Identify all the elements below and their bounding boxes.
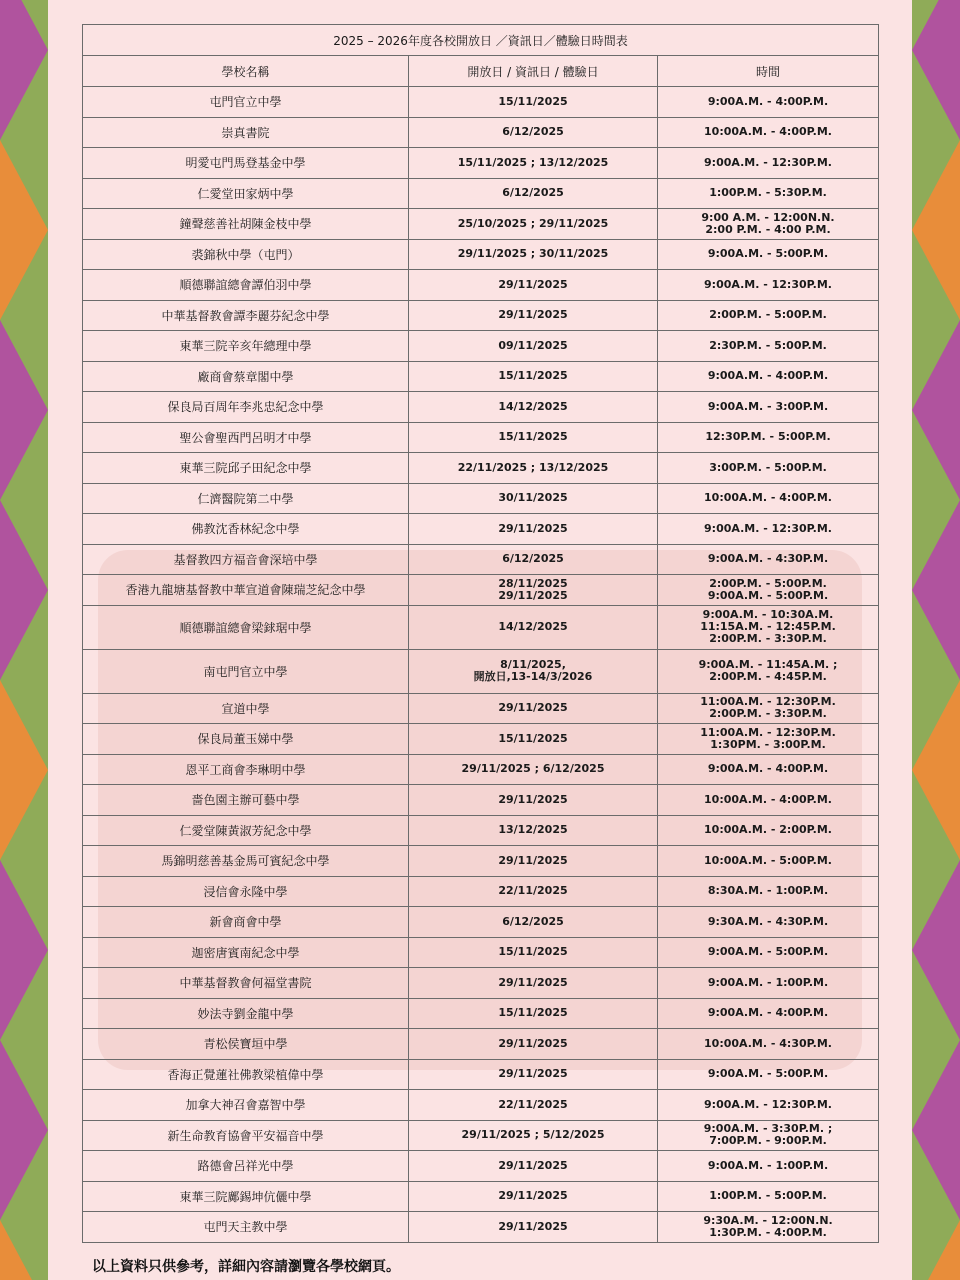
time-cell: 9:00 A.M. - 12:00N.N. 2:00 P.M. - 4:00 P.M. <box>658 209 879 240</box>
table-row <box>83 483 879 514</box>
date-cell: 29/11/2025 <box>409 693 658 724</box>
date-cell: 28/11/2025 29/11/2025 <box>409 575 658 606</box>
school-name-cell: 東華三院鄺錫坤伉儷中學 <box>83 1181 409 1212</box>
date-cell: 13/12/2025 <box>409 815 658 846</box>
time-cell: 9:00A.M. - 1:00P.M. <box>658 1151 879 1182</box>
school-name-cell: 恩平工商會李琳明中學 <box>83 754 409 785</box>
table-row <box>83 998 879 1029</box>
table-row <box>83 693 879 724</box>
school-name-cell: 新生命教育協會平安福音中學 <box>83 1120 409 1151</box>
date-cell: 29/11/2025 <box>409 968 658 999</box>
date-cell: 30/11/2025 <box>409 483 658 514</box>
school-name-cell: 馬錦明慈善基金馬可賓紀念中學 <box>83 846 409 877</box>
table-row <box>83 846 879 877</box>
time-cell: 9:00A.M. - 1:00P.M. <box>658 968 879 999</box>
school-name-cell: 崇真書院 <box>83 117 409 148</box>
school-name-cell: 廠商會蔡章閣中學 <box>83 361 409 392</box>
time-cell: 10:00A.M. - 2:00P.M. <box>658 815 879 846</box>
table-row <box>83 1090 879 1121</box>
table-row <box>83 392 879 423</box>
table-row <box>83 87 879 118</box>
date-cell: 22/11/2025 <box>409 876 658 907</box>
table-row <box>83 514 879 545</box>
table-row <box>83 815 879 846</box>
time-cell: 2:30P.M. - 5:00P.M. <box>658 331 879 362</box>
school-name-cell: 香海正覺蓮社佛教梁植偉中學 <box>83 1059 409 1090</box>
time-cell: 9:00A.M. - 5:00P.M. <box>658 937 879 968</box>
date-cell: 29/11/2025 <box>409 1212 658 1243</box>
date-cell: 09/11/2025 <box>409 331 658 362</box>
time-cell: 9:00A.M. - 5:00P.M. <box>658 1059 879 1090</box>
table-row <box>83 785 879 816</box>
table-row <box>83 1181 879 1212</box>
school-name-cell: 仁愛堂田家炳中學 <box>83 178 409 209</box>
date-cell: 15/11/2025 ; 13/12/2025 <box>409 148 658 179</box>
date-cell: 29/11/2025 <box>409 1181 658 1212</box>
school-name-cell: 青松侯寶垣中學 <box>83 1029 409 1060</box>
school-name-cell: 仁濟醫院第二中學 <box>83 483 409 514</box>
date-cell: 15/11/2025 <box>409 87 658 118</box>
time-cell: 3:00P.M. - 5:00P.M. <box>658 453 879 484</box>
school-name-cell: 加拿大神召會嘉智中學 <box>83 1090 409 1121</box>
table-row <box>83 453 879 484</box>
table-row <box>83 968 879 999</box>
table-row <box>83 270 879 301</box>
time-cell: 10:00A.M. - 4:00P.M. <box>658 785 879 816</box>
time-cell: 12:30P.M. - 5:00P.M. <box>658 422 879 453</box>
right-diamond-border <box>912 0 960 1280</box>
time-cell: 9:30A.M. - 12:00N.N. 1:30P.M. - 4:00P.M. <box>658 1212 879 1243</box>
time-cell: 9:00A.M. - 12:30P.M. <box>658 270 879 301</box>
school-name-cell: 保良局董玉娣中學 <box>83 724 409 755</box>
time-cell: 9:00A.M. - 4:00P.M. <box>658 998 879 1029</box>
time-cell: 9:00A.M. - 12:30P.M. <box>658 148 879 179</box>
left-diamond-border <box>0 0 48 1280</box>
school-name-cell: 佛教沈香林紀念中學 <box>83 514 409 545</box>
date-cell: 29/11/2025 <box>409 1059 658 1090</box>
school-name-cell: 聖公會聖西門呂明才中學 <box>83 422 409 453</box>
date-cell: 15/11/2025 <box>409 422 658 453</box>
table-row <box>83 178 879 209</box>
time-cell: 9:00A.M. - 4:00P.M. <box>658 754 879 785</box>
school-name-cell: 裘錦秋中學（屯門） <box>83 239 409 270</box>
school-name-cell: 順德聯誼總會譚伯羽中學 <box>83 270 409 301</box>
table-row <box>83 649 879 693</box>
school-name-cell: 東華三院邱子田紀念中學 <box>83 453 409 484</box>
time-cell: 9:30A.M. - 4:30P.M. <box>658 907 879 938</box>
table-row <box>83 1151 879 1182</box>
school-name-cell: 屯門天主教中學 <box>83 1212 409 1243</box>
table-row <box>83 1212 879 1243</box>
time-cell: 9:00A.M. - 3:30P.M. ; 7:00P.M. - 9:00P.M. <box>658 1120 879 1151</box>
school-name-cell: 中華基督教會譚李麗芬紀念中學 <box>83 300 409 331</box>
table-row <box>83 209 879 240</box>
date-cell: 15/11/2025 <box>409 361 658 392</box>
date-cell: 14/12/2025 <box>409 605 658 649</box>
header-time: 時間 <box>658 56 879 87</box>
time-cell: 9:00A.M. - 12:30P.M. <box>658 1090 879 1121</box>
table-row <box>83 1059 879 1090</box>
date-cell: 25/10/2025 ; 29/11/2025 <box>409 209 658 240</box>
header-school: 學校名稱 <box>83 56 409 87</box>
school-name-cell: 妙法寺劉金龍中學 <box>83 998 409 1029</box>
time-cell: 2:00P.M. - 5:00P.M. 9:00A.M. - 5:00P.M. <box>658 575 879 606</box>
time-cell: 9:00A.M. - 5:00P.M. <box>658 239 879 270</box>
time-cell: 9:00A.M. - 4:00P.M. <box>658 361 879 392</box>
school-name-cell: 東華三院辛亥年總理中學 <box>83 331 409 362</box>
table-row <box>83 605 879 649</box>
table-row <box>83 937 879 968</box>
school-name-cell: 基督教四方福音會深培中學 <box>83 544 409 575</box>
table-row <box>83 361 879 392</box>
date-cell: 6/12/2025 <box>409 117 658 148</box>
date-cell: 29/11/2025 <box>409 1151 658 1182</box>
footer-note: 以上資料只供參考，詳細內容請瀏覽各學校網頁。 <box>92 1259 400 1275</box>
time-cell: 2:00P.M. - 5:00P.M. <box>658 300 879 331</box>
table-row <box>83 148 879 179</box>
school-name-cell: 浸信會永隆中學 <box>83 876 409 907</box>
date-cell: 29/11/2025 <box>409 785 658 816</box>
date-cell: 8/11/2025, 開放日,13-14/3/2026 <box>409 649 658 693</box>
date-cell: 29/11/2025 ; 5/12/2025 <box>409 1120 658 1151</box>
school-name-cell: 屯門官立中學 <box>83 87 409 118</box>
date-cell: 15/11/2025 <box>409 998 658 1029</box>
date-cell: 22/11/2025 <box>409 1090 658 1121</box>
table-row <box>83 575 879 606</box>
time-cell: 10:00A.M. - 5:00P.M. <box>658 846 879 877</box>
table-title: 2025 – 2026年度各校開放日 ／資訊日／體驗日時間表 <box>83 25 879 56</box>
time-cell: 9:00A.M. - 4:00P.M. <box>658 87 879 118</box>
date-cell: 22/11/2025 ; 13/12/2025 <box>409 453 658 484</box>
schedule-table <box>82 24 879 1243</box>
school-name-cell: 嗇色園主辦可藝中學 <box>83 785 409 816</box>
school-name-cell: 仁愛堂陳黃淑芳紀念中學 <box>83 815 409 846</box>
table-row <box>83 754 879 785</box>
table-row <box>83 239 879 270</box>
time-cell: 9:00A.M. - 12:30P.M. <box>658 514 879 545</box>
time-cell: 9:00A.M. - 4:30P.M. <box>658 544 879 575</box>
date-cell: 6/12/2025 <box>409 178 658 209</box>
school-name-cell: 明愛屯門馬登基金中學 <box>83 148 409 179</box>
school-name-cell: 迦密唐賓南紀念中學 <box>83 937 409 968</box>
school-name-cell: 保良局百周年李兆忠紀念中學 <box>83 392 409 423</box>
table-row <box>83 1029 879 1060</box>
school-name-cell: 香港九龍塘基督教中華宣道會陳瑞芝紀念中學 <box>83 575 409 606</box>
date-cell: 15/11/2025 <box>409 937 658 968</box>
school-name-cell: 南屯門官立中學 <box>83 649 409 693</box>
time-cell: 10:00A.M. - 4:30P.M. <box>658 1029 879 1060</box>
date-cell: 29/11/2025 <box>409 846 658 877</box>
time-cell: 1:00P.M. - 5:30P.M. <box>658 178 879 209</box>
time-cell: 10:00A.M. - 4:00P.M. <box>658 483 879 514</box>
date-cell: 29/11/2025 <box>409 514 658 545</box>
table-row <box>83 876 879 907</box>
table-row <box>83 544 879 575</box>
time-cell: 9:00A.M. - 3:00P.M. <box>658 392 879 423</box>
table-row <box>83 331 879 362</box>
date-cell: 29/11/2025 ; 6/12/2025 <box>409 754 658 785</box>
date-cell: 15/11/2025 <box>409 724 658 755</box>
date-cell: 14/12/2025 <box>409 392 658 423</box>
table-row <box>83 422 879 453</box>
date-cell: 29/11/2025 ; 30/11/2025 <box>409 239 658 270</box>
date-cell: 29/11/2025 <box>409 270 658 301</box>
header-date: 開放日 / 資訊日 / 體驗日 <box>409 56 658 87</box>
time-cell: 10:00A.M. - 4:00P.M. <box>658 117 879 148</box>
time-cell: 1:00P.M. - 5:00P.M. <box>658 1181 879 1212</box>
date-cell: 29/11/2025 <box>409 300 658 331</box>
school-name-cell: 中華基督教會何福堂書院 <box>83 968 409 999</box>
date-cell: 6/12/2025 <box>409 907 658 938</box>
school-name-cell: 宣道中學 <box>83 693 409 724</box>
date-cell: 29/11/2025 <box>409 1029 658 1060</box>
school-name-cell: 鐘聲慈善社胡陳金枝中學 <box>83 209 409 240</box>
school-name-cell: 順德聯誼總會梁銶琚中學 <box>83 605 409 649</box>
time-cell: 11:00A.M. - 12:30P.M. 1:30PM. - 3:00P.M. <box>658 724 879 755</box>
school-name-cell: 新會商會中學 <box>83 907 409 938</box>
date-cell: 6/12/2025 <box>409 544 658 575</box>
table-row <box>83 907 879 938</box>
time-cell: 9:00A.M. - 11:45A.M. ; 2:00P.M. - 4:45P.M. <box>658 649 879 693</box>
table-row <box>83 1120 879 1151</box>
time-cell: 8:30A.M. - 1:00P.M. <box>658 876 879 907</box>
table-row <box>83 300 879 331</box>
time-cell: 9:00A.M. - 10:30A.M. 11:15A.M. - 12:45P.M. 2:00P.M. - 3:30P.M. <box>658 605 879 649</box>
school-name-cell: 路德會呂祥光中學 <box>83 1151 409 1182</box>
table-row <box>83 724 879 755</box>
table-row <box>83 117 879 148</box>
time-cell: 11:00A.M. - 12:30P.M. 2:00P.M. - 3:30P.M. <box>658 693 879 724</box>
